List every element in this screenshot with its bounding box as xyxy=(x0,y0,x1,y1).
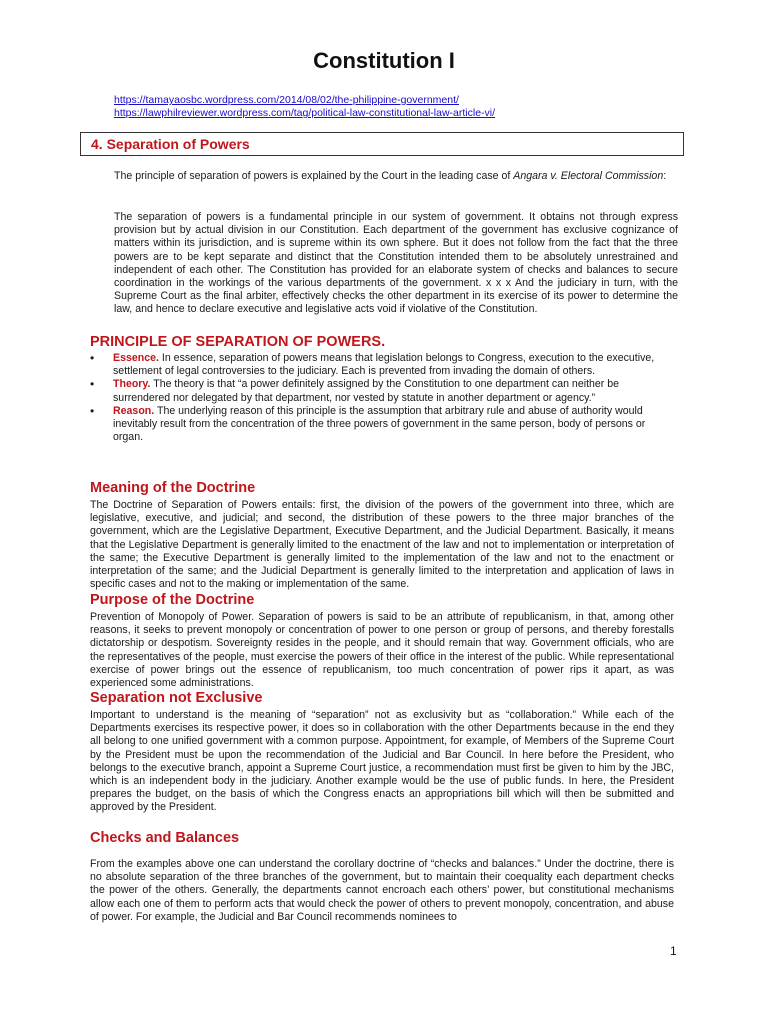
meaning-heading: Meaning of the Doctrine xyxy=(90,480,256,496)
exclusive-heading: Separation not Exclusive xyxy=(90,690,263,706)
reference-links xyxy=(114,94,495,120)
principle-term: Theory. xyxy=(113,378,151,391)
principle-term: Reason. xyxy=(113,404,155,417)
link-lawphilreviewer[interactable]: https://lawphilreviewer.wordpress.com/tag/political-law-constitutional-law-article-vi/ xyxy=(114,107,496,119)
checks-paragraph: From the examples above one can understand the corollary doctrine of “checks and balances.” Under the doctrine, there is no absolute separation of the three branches of the government, but to maintain their coequality each department checks the power of the others. Generally, the departments cannot encroach each others’ power, but constitutional mechanisms allow each one of them to perform acts that would check the power of others to prevent monopoly, concentration, and abuse of power. For example, the Judicial and Bar Council recommends nominees to xyxy=(90,858,674,923)
intro-paragraph xyxy=(114,170,678,183)
intro-text: The principle of separation of powers is explained by the Court in the leading case of xyxy=(114,170,514,182)
principle-text: The underlying reason of this principle is the assumption that arbitrary rule and abuse of authority would inevitably result from the concentration of the three powers of government in the same person, body of persons or organ. xyxy=(113,404,646,444)
principles-list xyxy=(90,352,672,444)
principle-term: Essence. xyxy=(113,352,159,364)
page-number: 1 xyxy=(670,944,677,958)
principle-text: The theory is that “a power definitely assigned by the Constitution to one department can neither be surrendered nor delegated by that department, nor vested by statute in another department or agency.” xyxy=(113,378,620,404)
document-title: Constitution I xyxy=(313,48,455,73)
principle-text: In essence, separation of powers means that legislation belongs to Congress, execution to the executive, settlement of legal controversies to the judiciary. Each is prevented from invading the domain of others. xyxy=(113,352,655,378)
section-title: 4. Separation of Powers xyxy=(91,136,250,152)
section-heading-box xyxy=(80,132,684,156)
checks-heading: Checks and Balances xyxy=(90,830,240,846)
purpose-heading: Purpose of the Doctrine xyxy=(90,592,255,608)
list-item xyxy=(90,378,672,404)
list-item xyxy=(90,352,672,378)
case-name: Angara v. Electoral Commission xyxy=(513,170,664,182)
meaning-paragraph: The Doctrine of Separation of Powers entails: first, the division of the powers of the government into three, which are legislative, executive, and judicial; and second, the distribution of these powers to the three major branches of the government, which are the Legislative Department, Executive Department, and the Judicial Department. Basically, it means that the Legislative Department is generally limited to the enactment of the law and not to implementation or interpretation of the same; the Executive Department is generally limited to the implementation of the law and not to the enactment or interpretation of the same; and the Judicial Department is generally limited to the interpretation and application of laws in specific cases and not to the making or implementation of the same. xyxy=(90,499,674,591)
link-tamayaosbc[interactable]: https://tamayaosbc.wordpress.com/2014/08/02/the-philippine-government/ xyxy=(114,94,459,106)
angara-quote: The separation of powers is a fundamental principle in our system of government. It obtains not through express provision but by actual division in our Constitution. Each department of the government has exclusive cognizance of matters within its jurisdiction, and is supreme within its own sphere. But it does not follow from the fact that the three powers are to be kept separate and distinct that the Constitution intended them to be absolutely unrestrained and independent of each other. The Constitution has provided for an elaborate system of checks and balances to secure coordination in the workings of the various departments of the government. x x x And the judiciary in turn, with the Supreme Court as the final arbiter, effectively checks the other department in its exercise of its power to determine the law, and hence to declare executive and legislative acts void if violative of the Constitution. xyxy=(114,211,678,316)
exclusive-paragraph: Important to understand is the meaning of “separation” not as exclusivity but as “collaboration.” While each of the Departments exercises its respective power, it does so in collaboration with the other Departments because in the end they all belong to one unified government with a common purpose. Appointment, for example, of Members of the Supreme Court by the President must be upon the recommendation of the Judicial and Bar Council. In here before the President, who belongs to the executive branch, appoint a Supreme Court justice, a recommendation must first be given to him by the JBC, which is an independent body in the judiciary. Another example would be the use of public funds. In here, the President prepares the budget, on the basis of which the Congress enacts an appropriations bill which will then be submitted and approved by the President. xyxy=(90,709,674,814)
principle-heading: PRINCIPLE OF SEPARATION OF POWERS. xyxy=(90,334,386,350)
purpose-paragraph: Prevention of Monopoly of Power. Separation of powers is said to be an attribute of republicanism, in that, among other reasons, it seeks to prevent monopoly or concentration of power to one person or group of persons, and thereby forestalls dictatorship or despotism. Sovereignty resides in the people, and it should remain that way. Government officials, who are the representatives of the people, must exercise the powers of their office in the interest of the public. While representational exercise of power brings out the essence of republicanism, too much concentration of power rips it apart, as was experienced some administrations. xyxy=(90,611,674,690)
intro-end: : xyxy=(663,170,667,182)
list-item xyxy=(90,405,672,445)
